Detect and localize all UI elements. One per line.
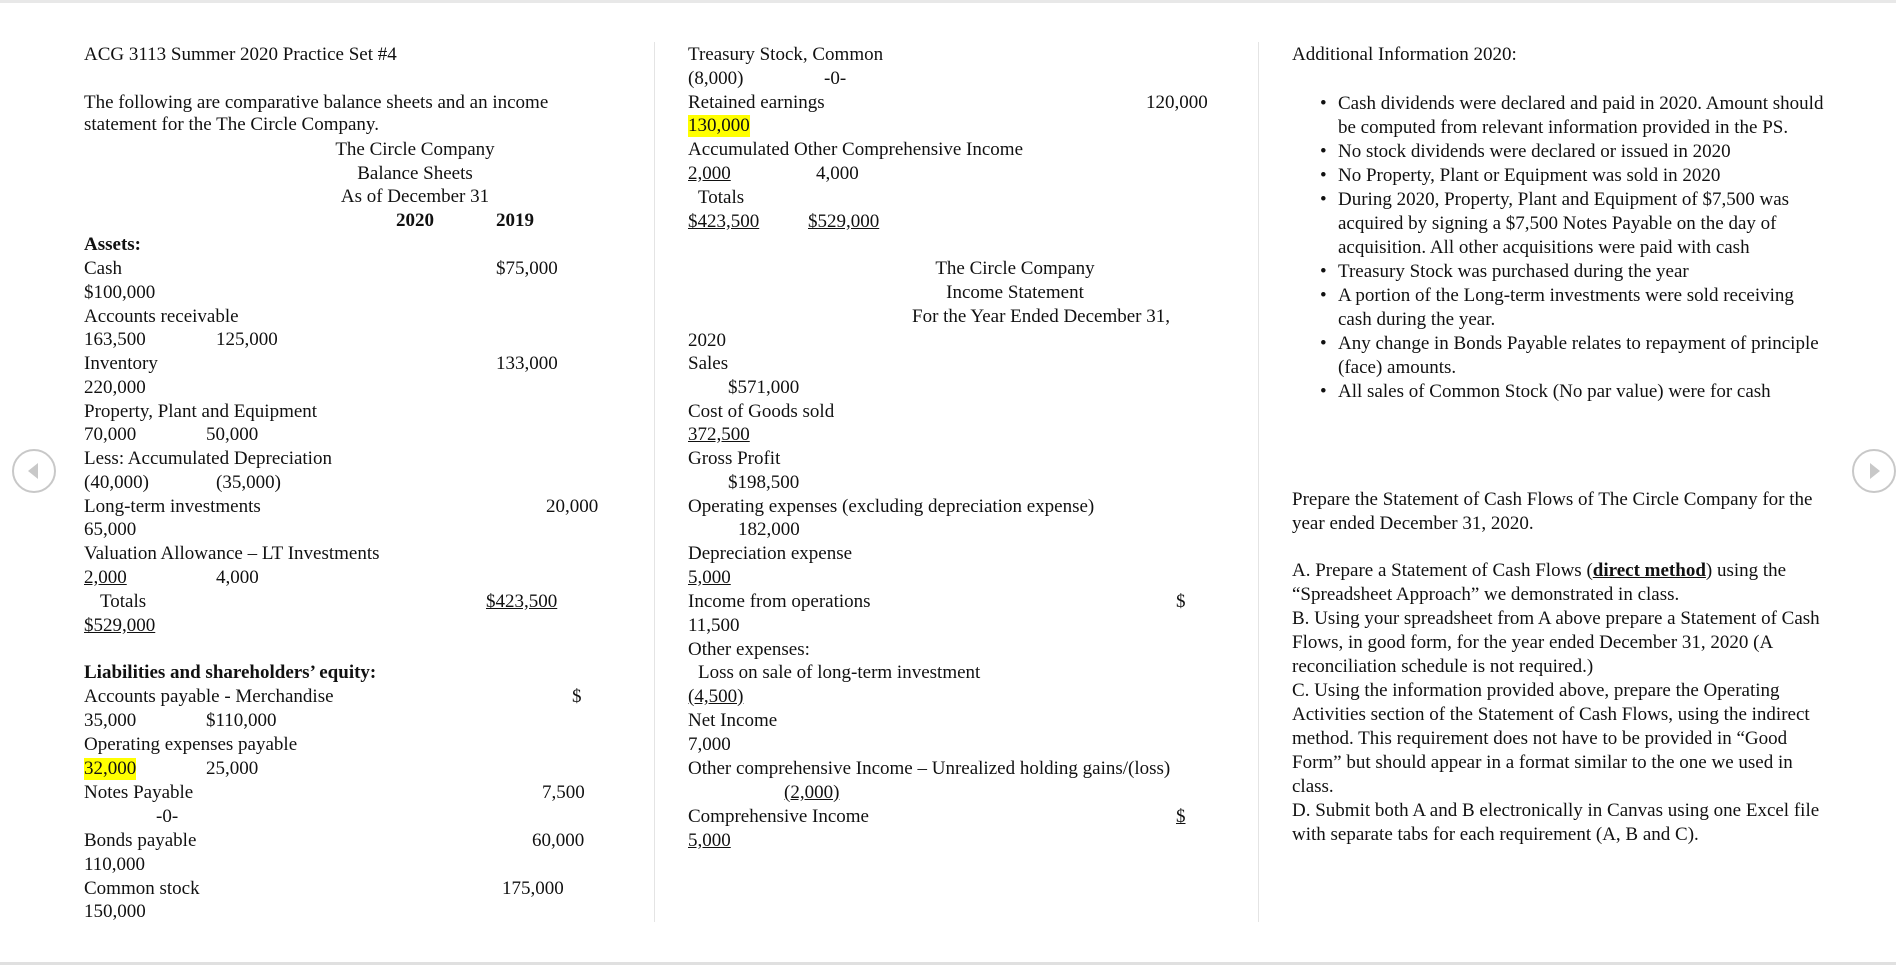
chevron-left-icon [26,462,42,480]
top-bar [0,0,1896,3]
chevron-right-icon [1866,462,1882,480]
ci-label: Comprehensive Income [688,806,869,827]
va-label: Valuation Allowance – LT Investments [84,543,380,564]
info-bullet: • Any change in Bonds Payable relates to repayment of principle (face) amounts. [1312,332,1832,380]
mid-totals-label: Totals [698,187,745,208]
inventory-2019: 220,000 [84,377,146,398]
gp-label: Gross Profit [688,448,781,469]
cs-2020: 175,000 [502,878,564,899]
oep-2019: 25,000 [206,758,259,779]
np-2019: -0- [156,806,179,827]
accdep-2020: (40,000) [84,472,149,493]
lti-2019: 65,000 [84,519,137,540]
opex-label: Operating expenses (excluding depreciation expense) [688,496,1095,517]
ifo-label: Income from operations [688,591,871,612]
ni-value: 7,000 [688,734,731,755]
req-a-bold: direct method [1592,560,1706,581]
bp-label: Bonds payable [84,830,197,851]
cs-2019: 150,000 [84,901,146,922]
info-bullet: • No stock dividends were declared or issued in 2020 [1312,140,1832,164]
np-2020: 7,500 [542,782,585,803]
sales-value: $571,000 [728,377,800,398]
ar-2020: 163,500 [84,329,146,350]
ap-label: Accounts payable - Merchandise [84,686,334,707]
cogs-label: Cost of Goods sold [688,401,835,422]
re-2020: 120,000 [1146,92,1208,113]
requirement-d: D. Submit both A and B electronically in Canvas using one Excel file with separate tabs for each requirement (A, B and C). [1292,800,1820,845]
requirement-a [1292,559,1832,607]
requirement-c: C. Using the information provided above, prepare the Operating Activities section of the Statement of Cash Flows, using the indirect method. This requirement does not have to be provided in “Good Form” but should appear in a format similar to the one we used in class. [1292,680,1810,797]
ci-dollar: $ [1176,806,1186,827]
re-label: Retained earnings [688,92,825,113]
lti-label: Long-term investments [84,496,261,517]
oci-label: Other comprehensive Income – Unrealized holding gains/(loss) [688,758,1171,779]
is-period: For the Year Ended December 31, [912,306,1171,327]
cogs-value: 372,500 [688,424,750,445]
liabilities-heading: Liabilities and shareholders’ equity: [84,662,377,683]
re-2019: 130,000 [688,115,750,136]
bp-2020: 60,000 [532,830,585,851]
col-2019: 2019 [496,210,534,231]
opex-value: 182,000 [738,519,800,540]
accdep-2019: (35,000) [216,472,281,493]
req-a-pre: A. Prepare a Statement of Cash Flows ( [1292,560,1593,581]
loss-label: Loss on sale of long-term investment [698,662,981,683]
col-2020: 2020 [396,210,434,231]
dep-value: 5,000 [688,567,731,588]
loss-value: (4,500) [688,686,744,707]
divider-left [654,42,655,922]
ts-2020: (8,000) [688,68,744,89]
bs-title: Balance Sheets [357,163,473,184]
lti-2020: 20,000 [546,496,599,517]
info-bullet: • During 2020, Property, Plant and Equipment of $7,500 was acquired by signing a $7,500 Notes Payable on the day of acquisition. All other acquisitions were paid with cash [1312,188,1832,260]
cash-2019: $100,000 [84,282,156,303]
info-bullet: • A portion of the Long-term investments were sold receiving cash during the year. [1312,284,1832,332]
intro-line-2: statement for the The Circle Company. [84,114,379,135]
ap-2019: $110,000 [206,710,277,731]
bs-company: The Circle Company [335,139,495,160]
is-company: The Circle Company [935,258,1095,279]
inventory-2020: 133,000 [496,353,558,374]
info-bullet: • No Property, Plant or Equipment was sold in 2020 [1312,164,1832,188]
totals-2020: $423,500 [486,591,558,612]
oci-value: (2,000) [784,782,840,803]
prev-page-button[interactable] [12,449,56,493]
ni-label: Net Income [688,710,778,731]
cash-label: Cash [84,258,122,279]
gp-value: $198,500 [728,472,800,493]
totals-label: Totals [100,591,147,612]
va-2020: 2,000 [84,567,127,588]
mid-totals-2019: $529,000 [808,211,880,232]
inventory-label: Inventory [84,353,158,374]
is-year: 2020 [688,330,726,351]
bp-2019: 110,000 [84,854,146,875]
info-bullet: • Treasury Stock was purchased during the year [1312,260,1832,284]
bs-date: As of December 31 [340,186,490,207]
prepare-text: Prepare the Statement of Cash Flows of The Circle Company for the year ended December 31, 2020. [1292,489,1813,534]
sales-label: Sales [688,353,729,374]
ap-dollar: $ [572,686,582,707]
ar-2019: 125,000 [216,329,278,350]
aoci-2020: 2,000 [688,163,731,184]
ar-label: Accounts receivable [84,306,239,327]
dep-label: Depreciation expense [688,543,853,564]
accdep-label: Less: Accumulated Depreciation [84,448,332,469]
next-page-button[interactable] [1852,449,1896,493]
totals-2019: $529,000 [84,615,156,636]
ts-2019: -0- [824,68,847,89]
aoci-2019: 4,000 [816,163,859,184]
mid-totals-2020: $423,500 [688,211,760,232]
ppe-label: Property, Plant and Equipment [84,401,318,422]
ap-2020: 35,000 [84,710,137,731]
info-bullet: • All sales of Common Stock (No par value) were for cash [1312,380,1832,404]
requirement-b: B. Using your spreadsheet from A above prepare a Statement of Cash Flows, in good form, for the year ended December 31, 2020 (A reconciliation schedule is not required.) [1292,608,1820,677]
cash-2020: $75,000 [496,258,558,279]
other-expenses-label: Other expenses: [688,639,810,660]
aoci-label: Accumulated Other Comprehensive Income [688,139,1024,160]
additional-info-heading: Additional Information 2020: [1292,44,1517,65]
va-2019: 4,000 [216,567,259,588]
cs-label: Common stock [84,878,200,899]
prepare-paragraph [1292,488,1832,536]
ifo-value: 11,500 [688,615,740,636]
req-a-post: ) using the “Spreadsheet Approach” we demonstrated in class. [1292,560,1787,605]
ppe-2020: 70,000 [84,424,137,445]
is-title: Income Statement [946,282,1084,303]
ci-value: 5,000 [688,830,731,851]
oep-label: Operating expenses payable [84,734,298,755]
ppe-2019: 50,000 [206,424,259,445]
assets-heading: Assets: [84,234,141,255]
divider-right [1258,42,1259,922]
additional-info-list [1312,92,1832,404]
ifo-dollar: $ [1176,591,1186,612]
info-bullet: • Cash dividends were declared and paid in 2020. Amount should be computed from relevant information provided in the PS. [1312,92,1832,140]
requirements-block [1292,559,1832,847]
course-title: ACG 3113 Summer 2020 Practice Set #4 [84,44,397,65]
oep-2020: 32,000 [84,758,137,779]
ts-label: Treasury Stock, Common [688,44,884,65]
intro-line-1: The following are comparative balance sheets and an income [84,92,549,113]
np-label: Notes Payable [84,782,194,803]
